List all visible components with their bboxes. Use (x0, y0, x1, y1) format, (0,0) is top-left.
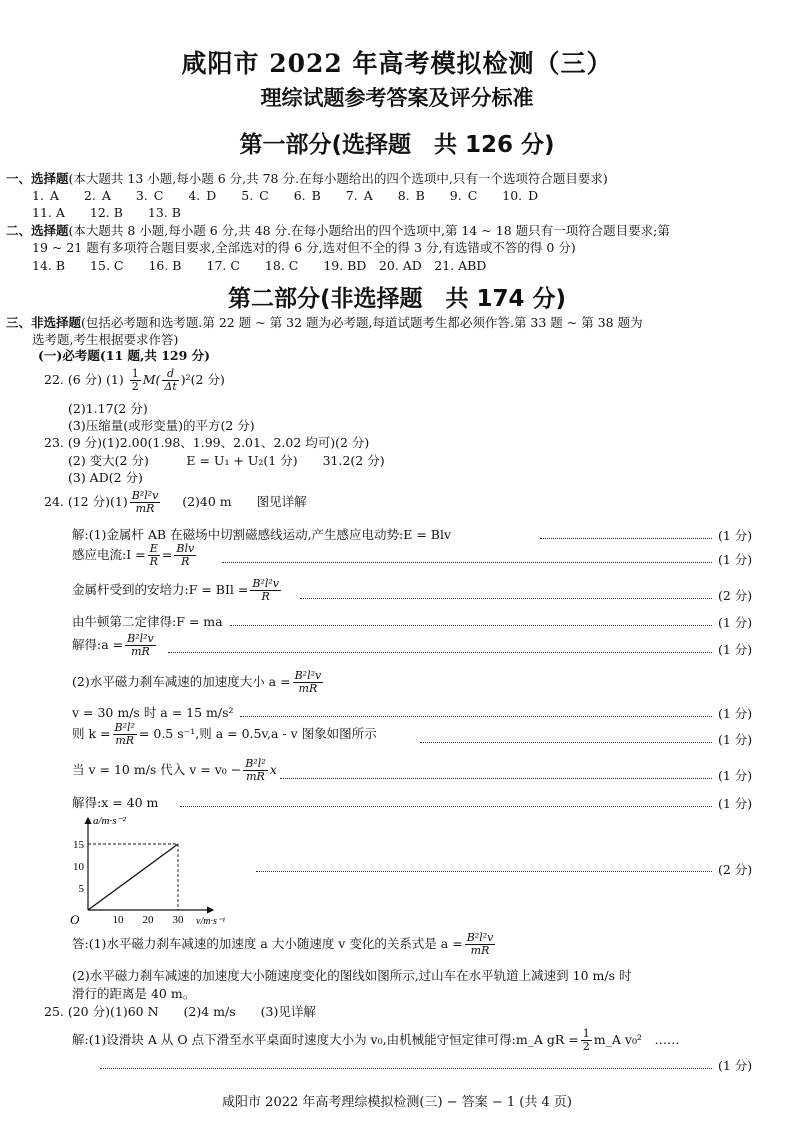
fraction (174, 543, 196, 568)
step-text-2: m_A v₀² …… (593, 1032, 680, 1047)
q24-answer2: (2)40 m 图见详解 (182, 494, 307, 509)
fraction (465, 932, 496, 957)
step-text: 金属杆受到的安培力:F = BIl = (72, 582, 249, 597)
frac-num: B²l²v (131, 489, 159, 502)
fraction (148, 543, 160, 568)
leader-dots (240, 716, 712, 717)
q24-step4: 由牛顿第二定律得:F = ma (72, 614, 223, 629)
q24-step5-score: (1 分) (718, 642, 753, 657)
frac-den: R (261, 590, 270, 603)
section3-desc2: 选考题,考生根据要求作答) (32, 332, 179, 347)
graph-score: (2 分) (718, 862, 753, 877)
step-text: 感应电流:I = (72, 547, 146, 562)
page-title: 咸阳市 2022 年高考模拟检测（三） (181, 49, 613, 78)
frac-num: B²l²v (294, 669, 322, 682)
frac-den: 2 (582, 1040, 590, 1053)
y-tick-label: 10 (73, 861, 84, 873)
fraction (113, 722, 137, 747)
fraction (581, 1028, 592, 1053)
frac-num: Blv (176, 542, 195, 555)
q23-line1: 23. (9 分)(1)2.00(1.98、1.99、2.01、2.02 均可)(2 分) (44, 435, 370, 450)
q24-step5 (72, 633, 158, 658)
step-text: 则 k = (72, 726, 111, 741)
q23-line3: (3) AD(2 分) (68, 470, 143, 485)
frac-den: mR (115, 734, 135, 747)
page-subtitle: 理综试题参考答案及评分标准 (260, 86, 534, 110)
q24-step10: 解得:x = 40 m (72, 795, 159, 810)
q22-label: 22. (6 分) (1) (44, 372, 124, 387)
frac-den: Δt (164, 380, 177, 393)
q24-step7-score: (1 分) (718, 706, 753, 721)
leader-dots (100, 1068, 712, 1069)
fraction (125, 633, 156, 658)
q22-fraction-half (130, 368, 141, 393)
y-tick-label: 15 (73, 839, 84, 851)
step-text: 答:(1)水平磁力刹车减速的加速度 a 大小随速度 v 变化的关系式是 a = (72, 936, 463, 951)
section2-desc2: 19 ~ 21 题有多项符合题目要求,全部选对的得 6 分,选对但不全的得 3 分,有选错或不答的得 0 分) (32, 240, 576, 255)
leader-dots (180, 806, 712, 807)
q24-step1-score: (1 分) (718, 528, 753, 543)
required-heading: (一)必考题(11 题,共 129 分) (38, 348, 211, 363)
q22-line2: (2)1.17(2 分) (68, 401, 148, 416)
x-axis-label: v/m·s⁻¹ (196, 916, 226, 927)
leader-dots (280, 778, 712, 779)
section2-desc: (本大题共 8 小题,每小题 6 分,共 48 分.在每小题给出的四个选项中,第 14 ~ 18 题只有一项符合题目要求;第 (68, 223, 670, 238)
leader-dots (540, 538, 712, 539)
q22-fraction-velocity (162, 368, 178, 393)
fraction (250, 578, 281, 603)
q22-line1 (44, 368, 225, 393)
q24-answer1 (72, 932, 497, 957)
q24-step1: 解:(1)金属杆 AB 在磁场中切割磁感线运动,产生感应电动势:E = Blv (72, 527, 452, 542)
fraction (293, 670, 324, 695)
leader-dots (230, 625, 712, 626)
q24-answer2: (2)水平磁力刹车减速的加速度大小随速度变化的图线如图所示,过山车在水平轨道上减速到 10 m/s 时 (72, 968, 632, 983)
section2-answers: 14. B 15. C 16. B 17. C 18. C 19. BD 20. AD 21. ABD (32, 258, 487, 273)
frac-num: B²l²v (466, 931, 494, 944)
q24-step7: v = 30 m/s 时 a = 15 m/s² (72, 705, 234, 720)
page-footer: 咸阳市 2022 年高考理综模拟检测(三) − 答案 − 1 (共 4 页) (222, 1095, 572, 1110)
frac-den: mR (298, 682, 318, 695)
leader-dots (420, 742, 712, 743)
q24-step8 (72, 722, 377, 747)
step-text: 解:(1)设滑块 A 从 O 点下滑至水平桌面时速度大小为 v₀,由机械能守恒定律可得:m_A gR = (72, 1032, 579, 1047)
step-text: 当 v = 10 m/s 代入 v = v₀ − (72, 762, 242, 777)
q24-line1 (44, 490, 307, 515)
frac-den: mR (246, 770, 265, 783)
x-tick-label: 30 (172, 914, 184, 926)
section2-line (6, 222, 670, 239)
frac-num: B²l² (245, 757, 266, 770)
frac-den: mR (135, 502, 155, 515)
frac-den: 2 (131, 380, 139, 393)
q24-answer-fraction (130, 490, 161, 515)
q24-step3 (72, 578, 283, 603)
q24-step10-score: (1 分) (718, 796, 753, 811)
part1-heading: 第一部分(选择题 共 126 分) (239, 132, 555, 158)
part2-heading: 第二部分(非选择题 共 174 分) (227, 286, 567, 312)
leader-dots (300, 598, 712, 599)
q24-step2-score: (1 分) (718, 552, 753, 567)
leader-dots (168, 652, 712, 653)
section3-label: 三、非选择题 (6, 315, 82, 330)
q25-line1: 25. (20 分)(1)60 N (2)4 m/s (3)见详解 (44, 1004, 316, 1019)
frac-num: B²l² (114, 721, 135, 734)
a-v-graph (66, 810, 256, 930)
q24-step6 (72, 670, 325, 695)
frac-den: mR (470, 944, 490, 957)
step-text-2: = 0.5 s⁻¹,则 a = 0.5v,a - v 图象如图所示 (138, 726, 377, 741)
q24-answer3: 滑行的距离是 40 m。 (72, 986, 196, 1001)
frac-num: 1 (582, 1027, 590, 1040)
equals: = (161, 547, 173, 562)
section1-answers-row1: 1. A 2. A 3. C 4. D 5. C 6. B 7. A 8. B 9. C 10. D (32, 188, 539, 203)
section3-desc: (包括必考题和选考题.第 22 题 ~ 第 32 题为必考题,每道试题考生都必须作答.第 33 题 ~ 第 38 题为 (81, 315, 643, 330)
section1-desc: (本大题共 13 小题,每小题 6 分,共 78 分.在每小题给出的四个选项中,只有一个选项符合题目要求) (68, 171, 608, 186)
q24-step3-score: (2 分) (718, 588, 753, 603)
q24-step2 (72, 543, 198, 568)
leader-dots (256, 871, 712, 872)
y-tick-label: 5 (78, 883, 84, 895)
frac-num: 1 (131, 367, 139, 380)
frac-num: B²l²v (252, 577, 280, 590)
q24-step8-score: (1 分) (718, 732, 753, 747)
section2-label: 二、选择题 (6, 223, 69, 238)
q22-score: )²(2 分) (180, 372, 225, 387)
frac-den: R (149, 555, 158, 568)
q24-step4-score: (1 分) (718, 615, 753, 630)
leader-dots (222, 562, 712, 563)
y-axis-label: a/m·s⁻² (93, 815, 126, 827)
q25-step1 (72, 1028, 679, 1053)
frac-num: E (148, 543, 160, 556)
q24-step9-score: (1 分) (718, 768, 753, 783)
section1-answers-row2: 11. A 12. B 13. B (32, 205, 181, 220)
q22-mass: M( (142, 372, 161, 387)
step-text: 解得:a = (72, 637, 124, 652)
x-tick-label: 10 (112, 914, 124, 926)
q22-line3: (3)压缩量(或形变量)的平方(2 分) (68, 418, 255, 433)
x-tick-label: 20 (142, 914, 154, 926)
q25-step1-score: (1 分) (718, 1058, 753, 1073)
step-text: (2)水平磁力刹车减速的加速度大小 a = (72, 674, 291, 689)
origin-label: O (70, 912, 80, 927)
frac-num: B²l²v (127, 632, 154, 645)
section1-line (6, 170, 608, 187)
q24-step9 (72, 758, 277, 783)
q24-label: 24. (12 分)(1) (44, 494, 128, 509)
frac-den: R (181, 555, 190, 568)
frac-den: mR (131, 645, 150, 658)
frac-num: d (162, 368, 178, 381)
section1-label: 一、选择题 (6, 171, 69, 186)
data-line (88, 844, 178, 910)
q23-line2: (2) 变大(2 分) E = U₁ + U₂(1 分) 31.2(2 分) (68, 453, 385, 468)
fraction (243, 758, 267, 783)
variable-x: x (269, 762, 277, 777)
section3-line (6, 314, 643, 331)
